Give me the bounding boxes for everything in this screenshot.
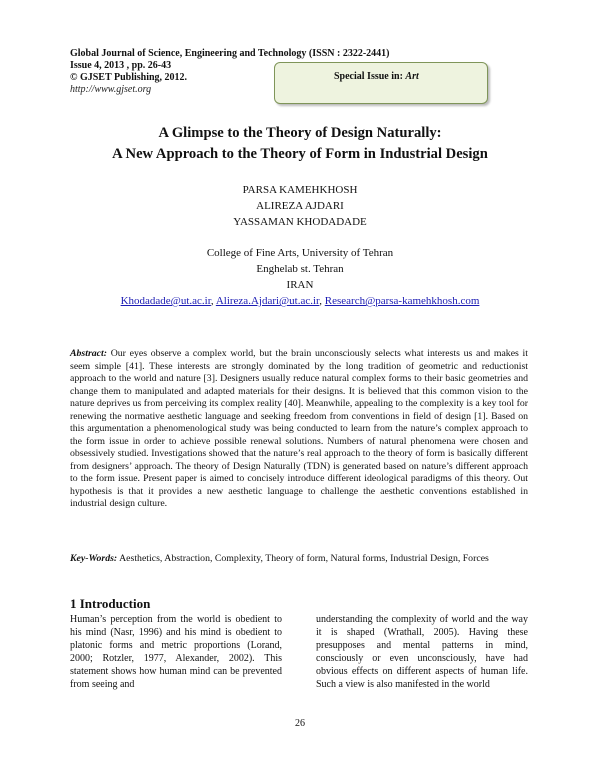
copyright: © GJSET Publishing, 2012. — [70, 72, 188, 83]
keywords — [70, 553, 528, 566]
affiliation-line2: Enghelab st. Tehran — [256, 263, 344, 275]
abstract-text: Our eyes observe a complex world, but the brain unconsciously selects what interests us and makes it seem simple [41]. These interests are strongly dominated by the long tradition of geometric and reductionist approach to the world and nature [3]. Designers usually reduce natural complex forms to their basic geometries and change them to manipulated and adapted materials for their designs. It is believed that this common vision to the nature deprives us from perceiving its complex reality [40]. Meanwhile, appealing to the complexity is a key tool for renewing the normative aesthetic language and seeking freedom from conventions in field of design [1]. Based on this argumentation a phenomenological study was being conducted to learn from the nature’s complex approach to the form issue in order to achieve possible renewal solutions. Numbers of natural phenomena were chosen and obsessively studied. Investigations showed that the nature’s real approach to the theory of form is basically different from designers’ approach. The theory of Design Naturally (TDN) is generated based on nature’s different approach to the form issue. Present paper is aimed to concisely introduce different ideological paradigms of this theory. Out hypothesis is that it provides a new aesthetic language to challenge the aesthetic conventions established in industrial design culture. — [70, 348, 528, 509]
paper-title-line1: A Glimpse to the Theory of Design Naturally: — [158, 125, 442, 141]
author-2: ALIREZA AJDARI — [256, 200, 344, 212]
email-link-1[interactable]: Khodadade@ut.ac.ir — [120, 295, 211, 307]
keywords-label: Key-Words: — [70, 553, 118, 564]
email-line — [0, 295, 600, 307]
body-column-right: understanding the complexity of world and the way it is shaped (Wrathall, 2005). Having these presupposes and mental patterns in mind, consciously or even unconsciously, have had obvious effects on different aspects of human life. Such a view is also manifested in the world — [316, 614, 528, 690]
special-issue-prefix: Special Issue in: — [334, 71, 403, 82]
email-sep-1: , — [210, 295, 216, 307]
email-link-3[interactable]: Research@parsa-kamehkhosh.com — [324, 295, 480, 307]
issue-info: Issue 4, 2013 , pp. 26-43 — [70, 60, 172, 71]
affiliation-line3: IRAN — [286, 279, 314, 291]
journal-url[interactable]: http://www.gjset.org — [70, 84, 152, 95]
page-number: 26 — [295, 718, 305, 729]
journal-name: Global Journal of Science, Engineering and Technology (ISSN : 2322-2441) — [70, 48, 390, 59]
author-1: PARSA KAMEHKHOSH — [242, 184, 358, 196]
author-3: YASSAMAN KHODADADE — [233, 216, 367, 228]
special-issue-label — [334, 71, 419, 82]
section-heading: 1 Introduction — [70, 596, 151, 611]
keywords-text: Aesthetics, Abstraction, Complexity, Theory of form, Natural forms, Industrial Design, Forces — [119, 553, 489, 564]
special-issue-value: Art — [405, 71, 419, 82]
abstract — [70, 348, 528, 511]
email-sep-2: , — [319, 295, 325, 307]
affiliation-line1: College of Fine Arts, University of Tehran — [206, 247, 394, 259]
special-issue-box — [274, 62, 488, 104]
paper-title-line2: A New Approach to the Theory of Form in Industrial Design — [112, 146, 488, 162]
email-link-2[interactable]: Alireza.Ajdari@ut.ac.ir — [215, 295, 320, 307]
abstract-label: Abstract: — [70, 348, 108, 359]
body-column-left: Human’s perception from the world is obedient to his mind (Nasr, 1996) and his mind is obedient to platonic forms and metric proportions (Lorand, 2000; Rotzler, 1977, Alexander, 2002). This statement shows how human mind can be prevented from seeing and — [70, 614, 282, 690]
